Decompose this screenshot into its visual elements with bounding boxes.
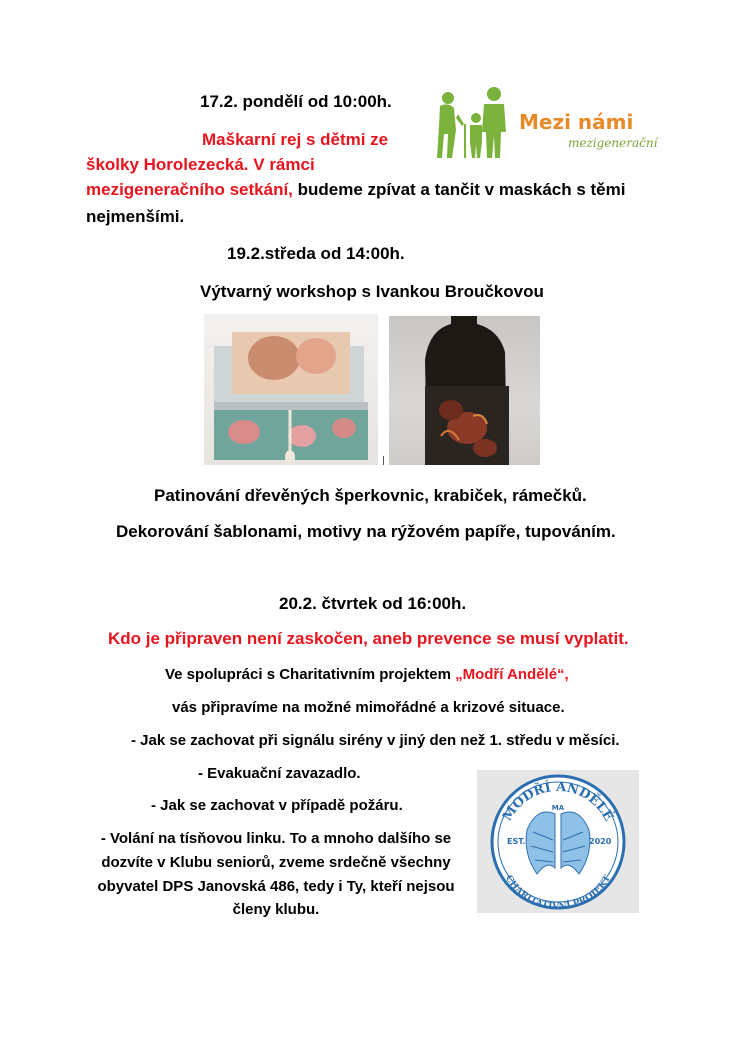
image-divider-mark xyxy=(383,456,384,465)
decorated-wooden-holder-photo xyxy=(389,316,540,465)
event1-line1: Maškarní rej s dětmi ze xyxy=(202,130,389,149)
event1-line3-red: mezigeneračního setkání, xyxy=(86,180,293,199)
event3-item-emergency-line1: - Volání na tísňovou linku. To a mnoho dalšího se xyxy=(100,830,452,847)
event1-line4: nejmenšími. xyxy=(86,207,185,226)
event3-item-emergency-line3: obyvatel DPS Janovská 486, tedy i Ty, kteří nejsou xyxy=(97,878,455,895)
event1-line3-black: budeme zpívat a tančit v maskách s těmi xyxy=(292,180,626,199)
modri-andele-badge xyxy=(477,770,639,913)
event3-coop-prefix: Ve spolupráci s Charitativním projektem xyxy=(165,666,456,683)
event3-coop-project: „Modří Andělé“, xyxy=(455,666,569,683)
event1-line3 xyxy=(86,180,625,200)
event2-description-1: Patinování dřevěných šperkovnic, krabiček, rámečků. xyxy=(154,486,587,505)
event2-date: 19.2.středa od 14:00h. xyxy=(227,244,405,263)
event3-item-evacuation: - Evakuační zavazadlo. xyxy=(198,765,361,782)
event1-line2: školky Horolezecká. V rámci xyxy=(86,155,315,174)
event3-preparation: vás připravíme na možné mimořádné a krizové situace. xyxy=(172,699,565,716)
event3-date: 20.2. čtvrtek od 16:00h. xyxy=(279,594,467,613)
mezi-nami-logo xyxy=(434,86,659,162)
badge-arc-bottom: CHARITATIVNÍ PROJEKT xyxy=(503,873,613,913)
event3-item-siren: - Jak se zachovat při signálu sirény v jiný den než 1. středu v měsíci. xyxy=(131,732,620,749)
family-figures-icon xyxy=(434,86,524,162)
badge-year: 2020 xyxy=(589,837,612,846)
event3-item-fire: - Jak se zachovat v případě požáru. xyxy=(151,797,403,814)
badge-arc-top: MODŘÍ ANDĚLÉ xyxy=(500,779,616,824)
decorated-jewelry-box-photo xyxy=(204,314,378,465)
event1-date: 17.2. pondělí od 10:00h. xyxy=(200,92,392,111)
event2-title: Výtvarný workshop s Ivankou Broučkovou xyxy=(200,282,544,301)
event2-description-2: Dekorování šablonami, motivy na rýžovém papíře, tupováním. xyxy=(116,522,616,541)
badge-small-mark: MA xyxy=(551,804,565,812)
logo-name: Mezi námi xyxy=(519,110,634,134)
logo-subtitle: mezigenerační xyxy=(568,136,658,150)
badge-est: EST. xyxy=(507,837,526,846)
event3-item-emergency-line4: členy klubu. xyxy=(232,901,320,918)
event3-title: Kdo je připraven není zaskočen, aneb prevence se musí vyplatit. xyxy=(108,629,629,648)
event3-item-emergency-line2: dozvíte v Klubu seniorů, zveme srdečně všechny xyxy=(101,854,451,871)
event3-cooperation xyxy=(165,666,569,683)
